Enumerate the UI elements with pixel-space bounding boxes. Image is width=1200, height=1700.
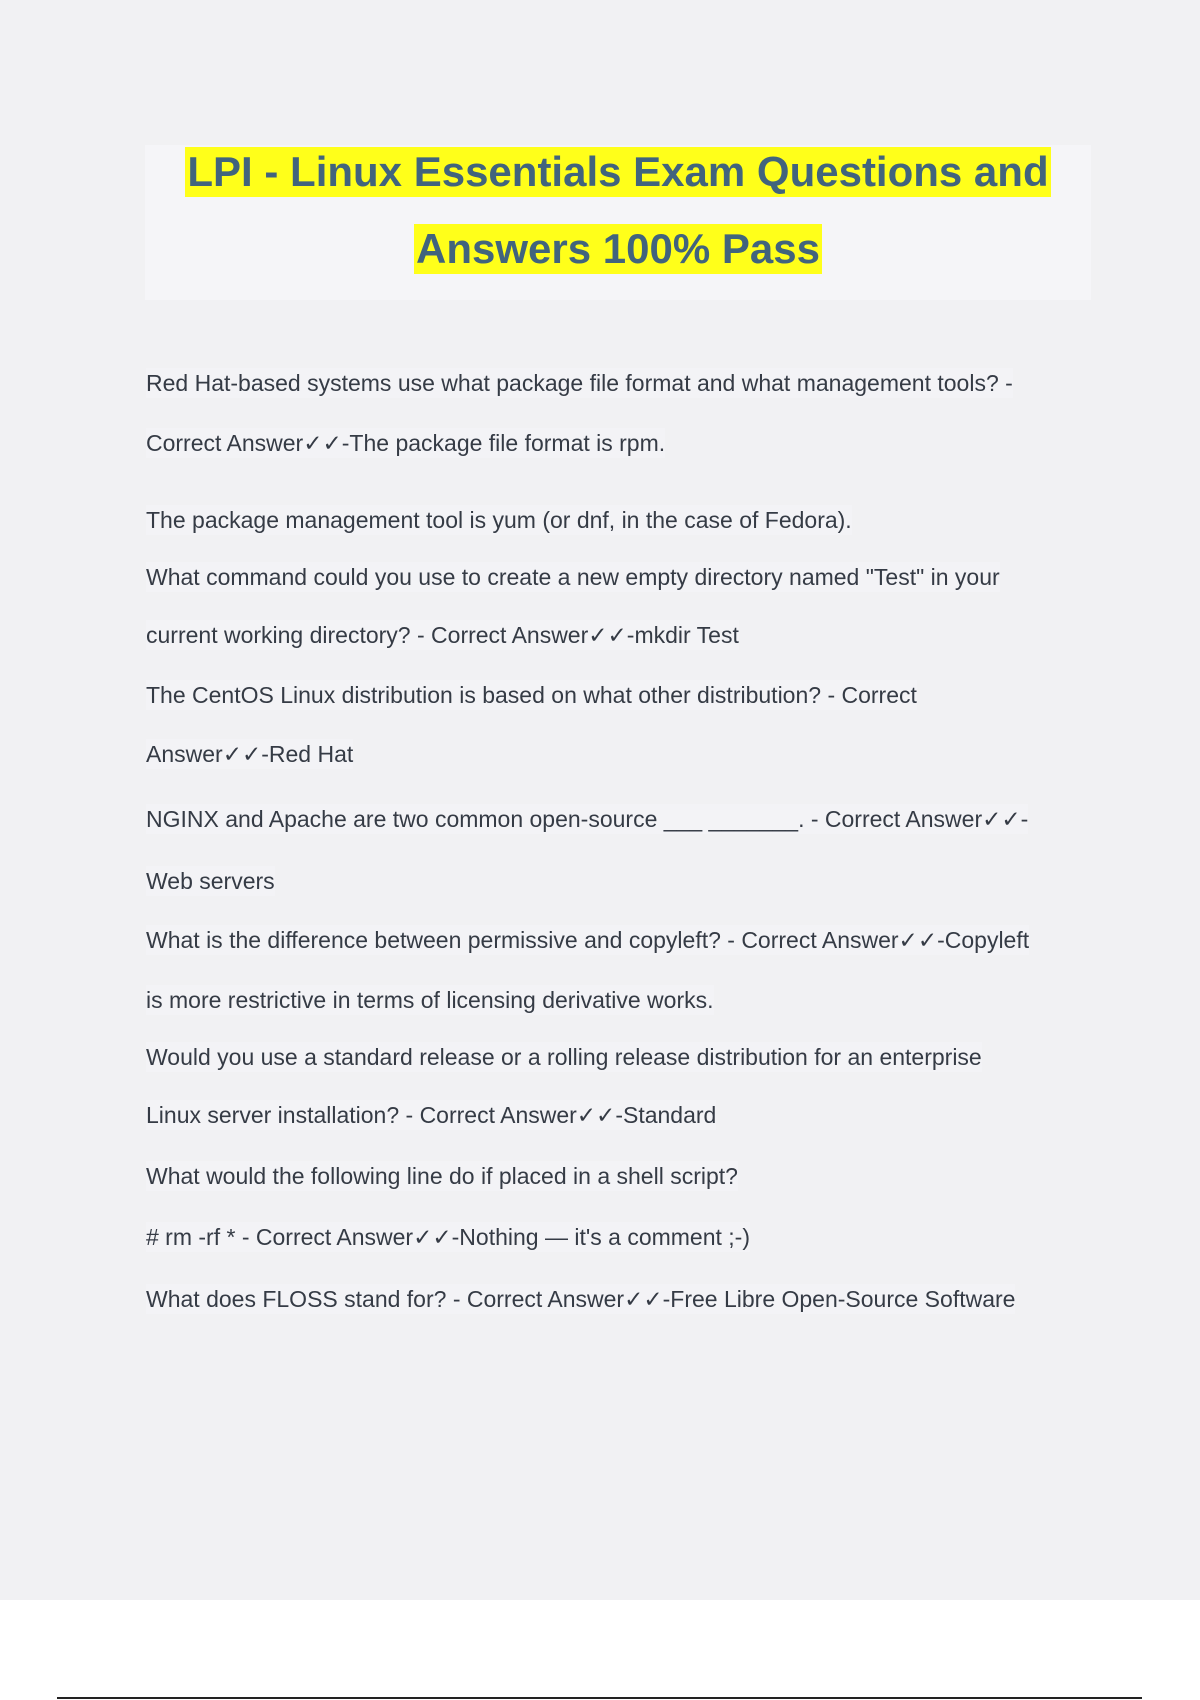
title-line-2: Answers 100% Pass — [416, 225, 820, 272]
title-line-1: LPI - Linux Essentials Exam Questions and — [187, 148, 1049, 195]
body-line: What does FLOSS stand for? - Correct Answer✓✓-Free Libre Open-Source Software — [146, 1286, 1016, 1312]
body-line: Answer✓✓-Red Hat — [146, 741, 354, 767]
body-line: Linux server installation? - Correct Answer✓✓-Standard — [146, 1102, 717, 1128]
body-line: NGINX and Apache are two common open-source ___ _______. - Correct Answer✓✓- — [146, 806, 1029, 832]
body-line: is more restrictive in terms of licensing derivative works. — [146, 987, 714, 1013]
body-line: What would the following line do if placed in a shell script? — [146, 1163, 738, 1189]
body-line: What command could you use to create a new empty directory named "Test" in your — [146, 564, 1000, 590]
body-line: What is the difference between permissive and copyleft? - Correct Answer✓✓-Copyleft — [146, 927, 1030, 953]
body-line: current working directory? - Correct Answer✓✓-mkdir Test — [146, 622, 739, 648]
footer-divider — [57, 1697, 1142, 1699]
body-line: Correct Answer✓✓-The package file format is rpm. — [146, 430, 666, 456]
document-title — [145, 145, 1091, 300]
body-line: # rm -rf * - Correct Answer✓✓-Nothing — it's a comment ;-) — [146, 1224, 750, 1250]
body-line: The CentOS Linux distribution is based on what other distribution? - Correct — [146, 682, 917, 708]
body-line: Red Hat-based systems use what package file format and what management tools? - — [146, 370, 1013, 396]
body-line: Web servers — [146, 868, 275, 894]
body-line: The package management tool is yum (or dnf, in the case of Fedora). — [146, 507, 852, 533]
body-line: Would you use a standard release or a rolling release distribution for an enterprise — [146, 1044, 982, 1070]
